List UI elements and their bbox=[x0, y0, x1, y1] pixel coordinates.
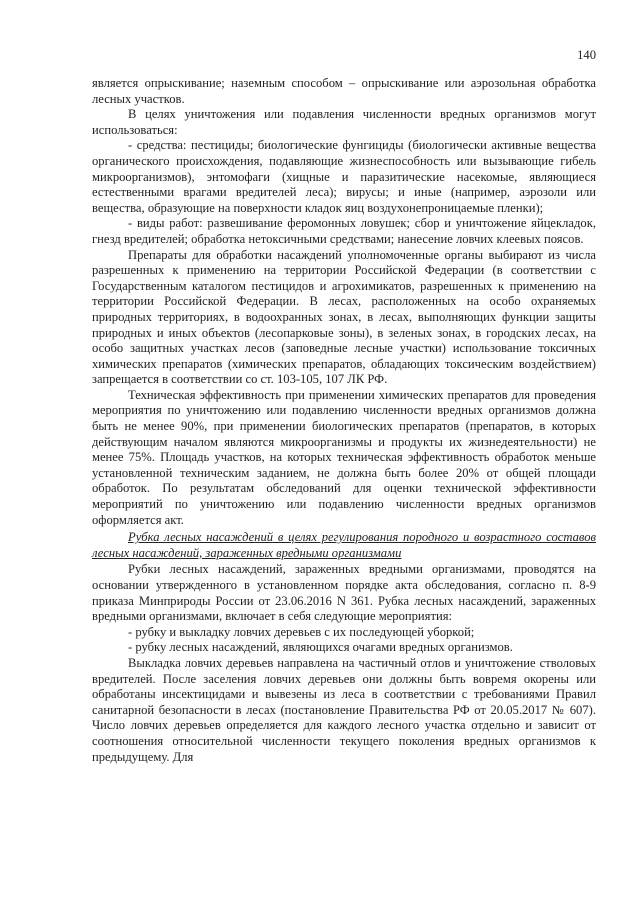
paragraph-continuation: является опрыскивание; наземным способом – опрыскивание или аэрозольная обработка лесных участков. bbox=[92, 76, 596, 106]
paragraph-means-intro: В целях уничтожения или подавления численности вредных организмов могут использоваться: bbox=[92, 107, 596, 137]
document-body bbox=[92, 76, 596, 765]
paragraph-felling-basis: Рубки лесных насаждений, зараженных вредными организмами, проводятся на основании утвержденного в установленном порядке акта обследования, согласно п. 8-9 приказа Минприроды России от 23.06.2016 N 361. Рубка лесных насаждений, зараженных вредными организмами, включает в себя следующие мероприятия: bbox=[92, 562, 596, 624]
list-item-work-types: - виды работ: развешивание феромонных ловушек; сбор и уничтожение яйцекладок, гнезд вредителей; обработка нетоксичными средствами; нанесение ловчих клеевых поясов. bbox=[92, 216, 596, 246]
list-item-pest-foci: - рубку лесных насаждений, являющихся очагами вредных организмов. bbox=[128, 640, 513, 655]
list-item-trap-trees: - рубку и выкладку ловчих деревьев с их последующей уборкой; bbox=[128, 624, 475, 639]
page-number: 140 bbox=[577, 48, 596, 62]
list-item-means: - средства: пестициды; биологические фунгициды (биологически активные вещества органического происхождения, подавляющие жизнеспособность или вызывающие гибель микроорганизмов), энтомофаги (хищные и паразитические насекомые, являющиеся естественными врагами вредителей леса); вирусы; и иные (например, аэрозоли или вещества, образующие на поверхности кладок яиц воздухонепроницаемые пленки); bbox=[92, 138, 596, 215]
paragraph-preparations: Препараты для обработки насаждений уполномоченные органы выбирают из числа разрешенных к применению на территории Российской Федерации (в соответствии с Государственным каталогом пестицидов и агрохимикатов, разрешенных к применению на территории Российской Федерации. В лесах, расположенных на особо охраняемых природных территориях, в водоохранных зонах, в лесах, выполняющих функции защиты природных и иных объектов (лесопарковые зоны), в зеленых зонах, в городских лесах, на особо защитных участках лесов (заповедные лесные участки) использование токсичных химических препаратов (химических препаратов, обладающих токсическим воздействием) запрещается в соответствии со ст. 103-105, 107 ЛК РФ. bbox=[92, 247, 596, 387]
paragraph-trap-trees: Выкладка ловчих деревьев направлена на частичный отлов и уничтожение стволовых вредителей. После заселения ловчих деревьев они должны быть вовремя окорены или обработаны инсектицидами и вывезены из леса в соответствии с требованиями Правил санитарной безопасности в лесах (постановление Правительства РФ от 20.05.2017 № 607). Число ловчих деревьев определяется для каждого лесного участка отдельно и зависит от соотношения относительной численности текущего поколения вредных организмов к предыдущему. Для bbox=[92, 655, 596, 764]
paragraph-technical-efficiency: Техническая эффективность при применении химических препаратов для проведения мероприятия по уничтожению или подавлению численности вредных организмов должна быть не менее 90%, при применении биологических препаратов (препаратов, в которых действующим началом являются микроорганизмы и продукты их жизнедеятельности) не менее 75%. Площадь участков, на которых техническая эффективность обработок меньше установленной техническим заданием, не должна быть более 20% от общей площади обработок. По результатам обследований для оценки технической эффективности мероприятий по уничтожению или подавлению численности вредных организмов оформляется акт. bbox=[92, 387, 596, 527]
section-heading: Рубка лесных насаждений в целях регулирования породного и возрастного составов лесных насаждений, зараженных вредными организмами bbox=[92, 530, 596, 560]
